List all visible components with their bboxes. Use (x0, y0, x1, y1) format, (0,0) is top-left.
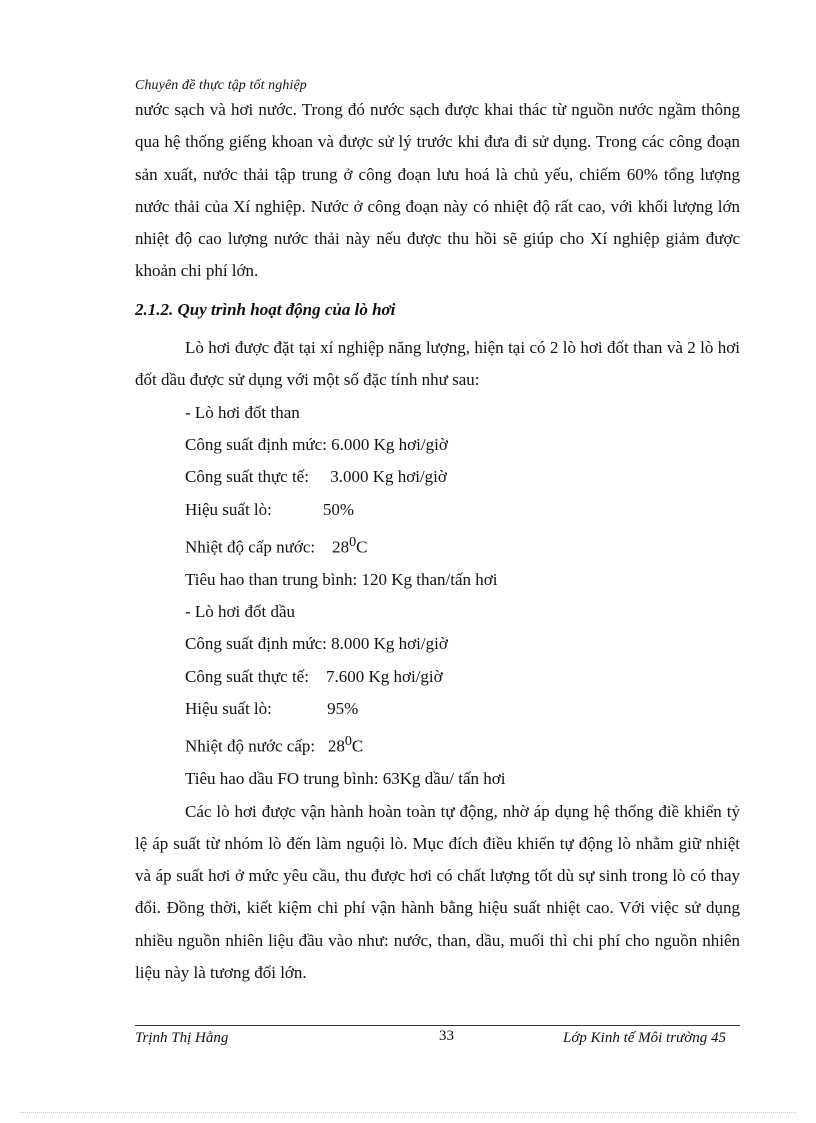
footer-class-name: Lớp Kinh tế Môi trường 45 (563, 1030, 726, 1046)
oil-feed-temp-unit: C (351, 736, 364, 756)
section-heading: 2.1.2. Quy trình hoạt động của lò hơi (135, 299, 396, 319)
oil-efficiency: Hiệu suất lò: 95% (185, 699, 359, 718)
page-bottom-dotted-line (20, 1112, 796, 1113)
coal-consumption: Tiêu hao than trung bình: 120 Kg than/tấn hơi (185, 569, 498, 589)
document-body (135, 94, 740, 989)
page-footer (135, 1030, 740, 1050)
page-number: 33 (439, 1028, 454, 1044)
paragraph-intro: nước sạch và hơi nước. Trong đó nước sạch được khai thác từ nguồn nước ngầm thông qua hệ thống giếng khoan và được sử lý trước khi đưa đi sử dụng. Trong các công đoạn sản xuất, nước thải tập trung ở công đoạn lưu hoá là chủ yếu, chiếm 60% tổng lượng nước thải của Xí nghiệp. Nước ở công đoạn này có nhiệt độ rất cao, với khối lượng lớn nhiệt độ cao lượng nước thải này nếu được thu hồi sẽ giúp cho Xí nghiệp giảm được khoản chi phí lớn. (135, 100, 740, 281)
oil-feed-temp-label: Nhiệt độ nước cấp: 28 (185, 736, 345, 756)
oil-actual-capacity: Công suất thực tế: 7.600 Kg hơi/giờ (185, 666, 443, 686)
oil-feed-temp-degree: 0 (344, 733, 352, 750)
footer-divider (135, 1025, 740, 1026)
boiler-spec-list (135, 397, 740, 796)
oil-rated-capacity: Công suất định mức: 8.000 Kg hơi/giờ (185, 634, 448, 654)
coal-boiler-title: - Lò hơi đốt than (185, 402, 300, 422)
running-header: Chuyên đề thực tập tốt nghiệp (135, 78, 307, 93)
oil-feed-temperature (185, 725, 740, 763)
coal-feed-temp-label: Nhiệt độ cấp nước: 28 (185, 537, 350, 557)
oil-boiler-title: - Lò hơi đốt dầu (185, 602, 296, 622)
coal-feed-temp-unit: C (356, 537, 368, 557)
coal-feed-temp-degree: 0 (349, 533, 357, 550)
oil-consumption: Tiêu hao dầu FO trung bình: 63Kg dầu/ tấn hơi (185, 769, 506, 789)
coal-feed-temperature (185, 526, 740, 564)
paragraph-operation: Các lò hơi được vận hành hoàn toàn tự động, nhờ áp dụng hệ thống điề khiển tỷ lệ áp suất từ nhóm lò đến làm nguội lò. Mục đích điều khiển tự động lò nhằm giữ nhiệt và áp suất hơi ở mức yêu cầu, thu được hơi có chất lượng tốt dù sự sinh trong lò có thay đổi. Đồng thời, kiết kiệm chi phí vận hành bằng hiệu suất nhiệt cao. Với việc sử dụng nhiều nguồn nhiên liệu đầu vào như: nước, than, dầu, muối thì chi phí cho nguồn nhiên liệu này là tương đối lớn. (135, 801, 740, 983)
coal-rated-capacity: Công suất định mức: 6.000 Kg hơi/giờ (185, 434, 448, 454)
coal-actual-capacity: Công suất thực tế: 3.000 Kg hơi/giờ (185, 467, 447, 487)
footer-author: Trịnh Thị Hằng (135, 1030, 229, 1046)
coal-efficiency: Hiệu suất lò: 50% (185, 499, 355, 519)
paragraph-boilers: Lò hơi được đặt tại xí nghiệp năng lượng, hiện tại có 2 lò hơi đốt than và 2 lò hơi đốt dầu được sử dụng với một số đặc tính như sau: (135, 338, 740, 390)
